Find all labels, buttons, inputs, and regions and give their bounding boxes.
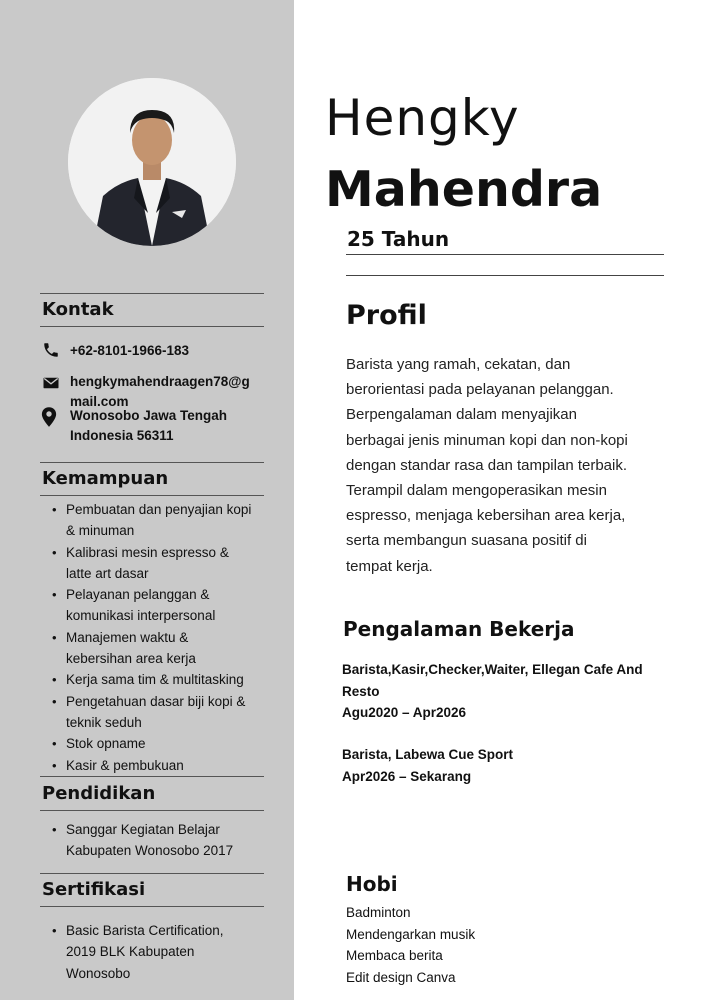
skill-item: • Kasir & pembukuan <box>50 755 280 776</box>
profile-line: berorientasi pada pelayanan pelanggan. <box>346 381 614 399</box>
certification-list <box>50 920 280 984</box>
divider <box>346 254 664 255</box>
email-address: hengkymahendraagen78@g mail.com <box>70 374 250 409</box>
divider <box>40 462 264 463</box>
profile-photo <box>68 78 236 246</box>
education-item: • Sanggar Kegiatan Belajar Kabupaten Wonosobo 2017 <box>50 819 280 862</box>
profile-line: dengan standar rasa dan tampilan terbaik. <box>346 456 628 474</box>
divider <box>40 326 264 327</box>
skills-list <box>50 499 280 776</box>
address: Wonosobo Jawa Tengah Indonesia 56311 <box>70 408 228 443</box>
profile-line: berbagai jenis minuman kopi dan non-kopi <box>346 431 628 449</box>
hobbies-list <box>346 902 475 989</box>
divider <box>40 810 264 811</box>
job-entry <box>342 659 643 724</box>
divider <box>346 275 664 276</box>
profile-line: Barista yang ramah, cekatan, dan <box>346 356 571 373</box>
skill-item: • Pembuatan dan penyajian kopi & minuman <box>50 499 280 542</box>
certification-title: Sertifikasi <box>42 879 146 900</box>
divider <box>40 495 264 496</box>
contact-address-row <box>40 406 227 446</box>
age: 25 Tahun <box>347 227 450 251</box>
hobby-item: Membaca berita <box>346 948 443 964</box>
profile-line: serta membangun suasana positif di <box>346 532 587 550</box>
profile-line: espresso, menjaga kebersihan area kerja, <box>346 507 626 525</box>
hobby-item: Mendengarkan musik <box>346 926 476 942</box>
job-period: Apr2026 – Sekarang <box>342 768 472 784</box>
job-role-cont: Resto <box>342 683 380 699</box>
skill-item: • Manajemen waktu & kebersihan area kerja <box>50 627 280 670</box>
profile-summary <box>346 352 676 579</box>
last-name: Mahendra <box>325 161 603 218</box>
profile-line: Berpengalaman dalam menyajikan <box>346 406 577 424</box>
experience-title: Pengalaman Bekerja <box>343 617 575 641</box>
certification-item: • Basic Barista Certification, 2019 BLK Kabupaten Wonosobo <box>50 920 280 984</box>
profile-title: Profil <box>346 300 427 331</box>
contact-phone-row <box>42 341 189 361</box>
skills-title: Kemampuan <box>42 468 169 489</box>
job-role: Barista,Kasir,Checker,Waiter, Ellegan Cafe And <box>342 662 643 677</box>
divider <box>40 906 264 907</box>
education-list <box>50 819 280 862</box>
job-role: Barista, Labewa Cue Sport <box>342 747 514 762</box>
hobbies-title: Hobi <box>346 872 398 896</box>
contact-title: Kontak <box>42 299 114 320</box>
location-pin-icon <box>40 406 58 424</box>
profile-line: Terampil dalam mengoperasikan mesin <box>346 482 607 500</box>
skill-item: • Stok opname <box>50 733 280 754</box>
job-entry <box>342 744 513 787</box>
first-name: Hengky <box>325 89 520 147</box>
skill-item: • Pengetahuan dasar biji kopi & teknik seduh <box>50 691 280 734</box>
phone-number: +62-8101-1966-183 <box>70 343 189 358</box>
education-title: Pendidikan <box>42 783 156 804</box>
divider <box>40 293 264 294</box>
skill-item: • Kalibrasi mesin espresso & latte art dasar <box>50 542 280 585</box>
skill-item: • Pelayanan pelanggan & komunikasi interpersonal <box>50 584 280 627</box>
mail-icon <box>42 374 60 392</box>
divider <box>40 873 264 874</box>
divider <box>40 776 264 777</box>
hobby-item: Edit design Canva <box>346 970 456 986</box>
profile-line: tempat kerja. <box>346 557 433 575</box>
job-period: Agu2020 – Apr2026 <box>342 705 467 720</box>
skill-item: • Kerja sama tim & multitasking <box>50 669 280 690</box>
phone-icon <box>42 341 60 359</box>
hobby-item: Badminton <box>346 905 411 920</box>
